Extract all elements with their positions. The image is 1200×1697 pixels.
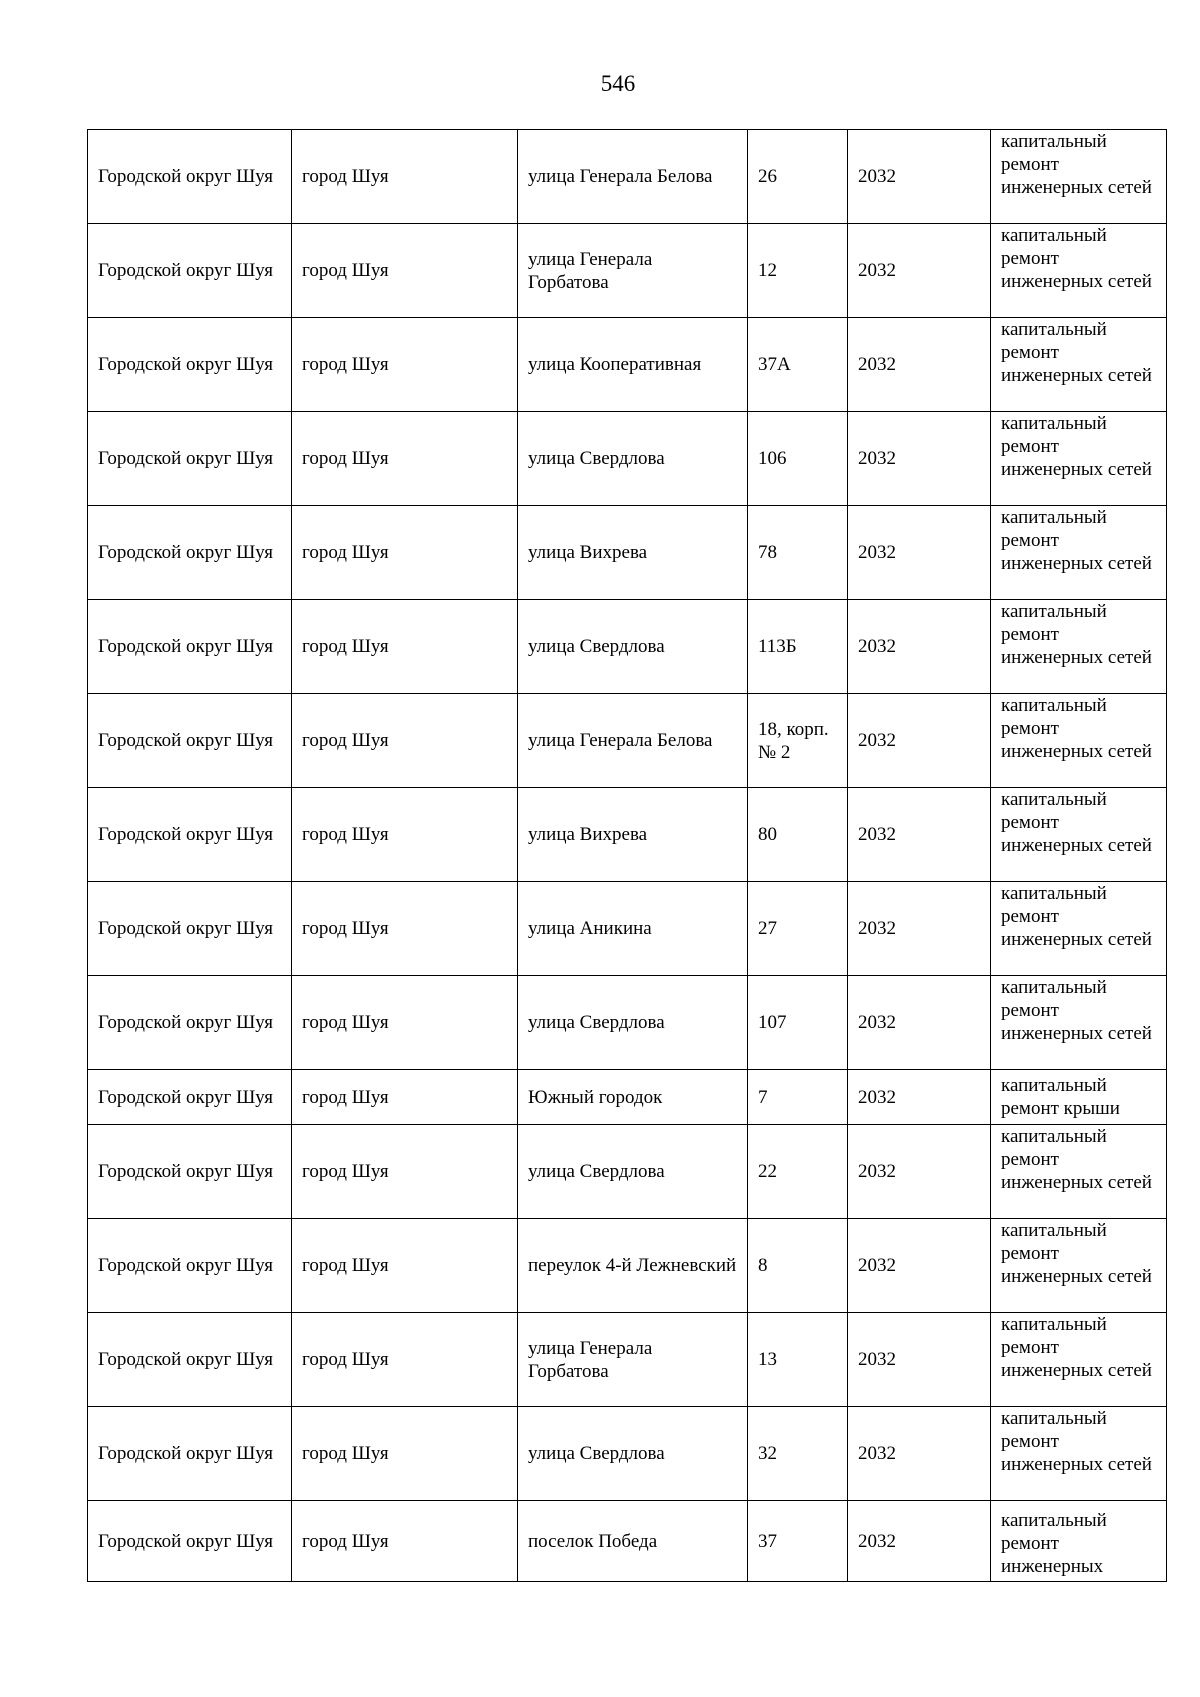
street-cell: улица Кооперативная [518,318,748,412]
street-cell: улица Свердлова [518,600,748,694]
table-row [88,694,1167,788]
house-number-cell: 32 [748,1407,848,1501]
year-cell: 2032 [848,600,991,694]
settlement-cell: город Шуя [292,1501,518,1582]
municipality-cell: Городской округ Шуя [88,1219,292,1313]
work-type-cell: капитальный ремонт инженерных сетей [991,224,1167,318]
year-cell: 2032 [848,1125,991,1219]
settlement-cell: город Шуя [292,882,518,976]
table-body [88,130,1167,1582]
work-type-cell: капитальный ремонт инженерных сетей [991,318,1167,412]
settlement-cell: город Шуя [292,224,518,318]
house-number-cell: 7 [748,1070,848,1125]
year-cell: 2032 [848,882,991,976]
table-row [88,1501,1167,1582]
street-cell: поселок Победа [518,1501,748,1582]
municipality-cell: Городской округ Шуя [88,224,292,318]
house-number-cell: 107 [748,976,848,1070]
street-cell: улица Вихрева [518,788,748,882]
municipality-cell: Городской округ Шуя [88,318,292,412]
settlement-cell: город Шуя [292,788,518,882]
settlement-cell: город Шуя [292,506,518,600]
street-cell: улица Вихрева [518,506,748,600]
year-cell: 2032 [848,1501,991,1582]
year-cell: 2032 [848,1313,991,1407]
table-row [88,976,1167,1070]
year-cell: 2032 [848,694,991,788]
settlement-cell: город Шуя [292,318,518,412]
table-row [88,130,1167,224]
work-type-cell: капитальный ремонт инженерных сетей [991,1125,1167,1219]
table-row [88,506,1167,600]
municipality-cell: Городской округ Шуя [88,600,292,694]
municipality-cell: Городской округ Шуя [88,130,292,224]
house-number-cell: 18, корп. № 2 [748,694,848,788]
house-number-cell: 26 [748,130,848,224]
street-cell: улица Генерала Белова [518,130,748,224]
year-cell: 2032 [848,506,991,600]
house-number-cell: 13 [748,1313,848,1407]
settlement-cell: город Шуя [292,976,518,1070]
settlement-cell: город Шуя [292,1313,518,1407]
table-row [88,1219,1167,1313]
year-cell: 2032 [848,1070,991,1125]
table-row [88,1070,1167,1125]
work-type-cell: капитальный ремонт инженерных сетей [991,694,1167,788]
municipality-cell: Городской округ Шуя [88,882,292,976]
table-row [88,1313,1167,1407]
street-cell: улица Свердлова [518,976,748,1070]
house-number-cell: 27 [748,882,848,976]
settlement-cell: город Шуя [292,600,518,694]
work-type-cell: капитальный ремонт инженерных сетей [991,600,1167,694]
work-type-cell: капитальный ремонт инженерных сетей [991,1313,1167,1407]
settlement-cell: город Шуя [292,412,518,506]
street-cell: улица Свердлова [518,1407,748,1501]
year-cell: 2032 [848,976,991,1070]
work-type-cell: капитальный ремонт инженерных сетей [991,412,1167,506]
municipality-cell: Городской округ Шуя [88,1313,292,1407]
municipality-cell: Городской округ Шуя [88,506,292,600]
table-row [88,1407,1167,1501]
house-number-cell: 113Б [748,600,848,694]
house-number-cell: 22 [748,1125,848,1219]
work-type-cell: капитальный ремонт инженерных сетей [991,788,1167,882]
year-cell: 2032 [848,1219,991,1313]
municipality-cell: Городской округ Шуя [88,788,292,882]
house-number-cell: 8 [748,1219,848,1313]
work-type-cell: капитальный ремонт инженерных сетей [991,130,1167,224]
municipality-cell: Городской округ Шуя [88,1125,292,1219]
street-cell: переулок 4-й Лежневский [518,1219,748,1313]
municipality-cell: Городской округ Шуя [88,976,292,1070]
year-cell: 2032 [848,1407,991,1501]
settlement-cell: город Шуя [292,1070,518,1125]
municipality-cell: Городской округ Шуя [88,694,292,788]
house-number-cell: 78 [748,506,848,600]
work-type-cell: капитальный ремонт инженерных сетей [991,506,1167,600]
street-cell: улица Генерала Горбатова [518,1313,748,1407]
settlement-cell: город Шуя [292,1407,518,1501]
work-type-cell: капитальный ремонт инженерных сетей [991,1407,1167,1501]
house-number-cell: 37 [748,1501,848,1582]
year-cell: 2032 [848,130,991,224]
table-row [88,600,1167,694]
work-type-cell: капитальный ремонт инженерных сетей [991,1219,1167,1313]
house-number-cell: 37А [748,318,848,412]
page-number: 546 [600,71,636,96]
year-cell: 2032 [848,788,991,882]
table-row [88,1125,1167,1219]
street-cell: улица Свердлова [518,412,748,506]
work-type-cell: капитальный ремонт инженерных сетей [991,882,1167,976]
street-cell: улица Генерала Горбатова [518,224,748,318]
table-row [88,224,1167,318]
settlement-cell: город Шуя [292,694,518,788]
house-number-cell: 12 [748,224,848,318]
municipality-cell: Городской округ Шуя [88,1070,292,1125]
table-row [88,318,1167,412]
street-cell: Южный городок [518,1070,748,1125]
settlement-cell: город Шуя [292,1219,518,1313]
municipality-cell: Городской округ Шуя [88,1407,292,1501]
year-cell: 2032 [848,224,991,318]
municipality-cell: Городской округ Шуя [88,412,292,506]
house-number-cell: 106 [748,412,848,506]
settlement-cell: город Шуя [292,1125,518,1219]
year-cell: 2032 [848,412,991,506]
table-row [88,412,1167,506]
work-type-cell: капитальный ремонт крыши [991,1070,1167,1125]
settlement-cell: город Шуя [292,130,518,224]
work-type-cell: капитальный ремонт инженерных сетей [991,976,1167,1070]
municipality-cell: Городской округ Шуя [88,1501,292,1582]
street-cell: улица Аникина [518,882,748,976]
address-table [87,129,1167,1582]
table-row [88,882,1167,976]
year-cell: 2032 [848,318,991,412]
work-type-cell: капитальный ремонт инженерных [991,1501,1167,1582]
street-cell: улица Свердлова [518,1125,748,1219]
table-row [88,788,1167,882]
house-number-cell: 80 [748,788,848,882]
street-cell: улица Генерала Белова [518,694,748,788]
